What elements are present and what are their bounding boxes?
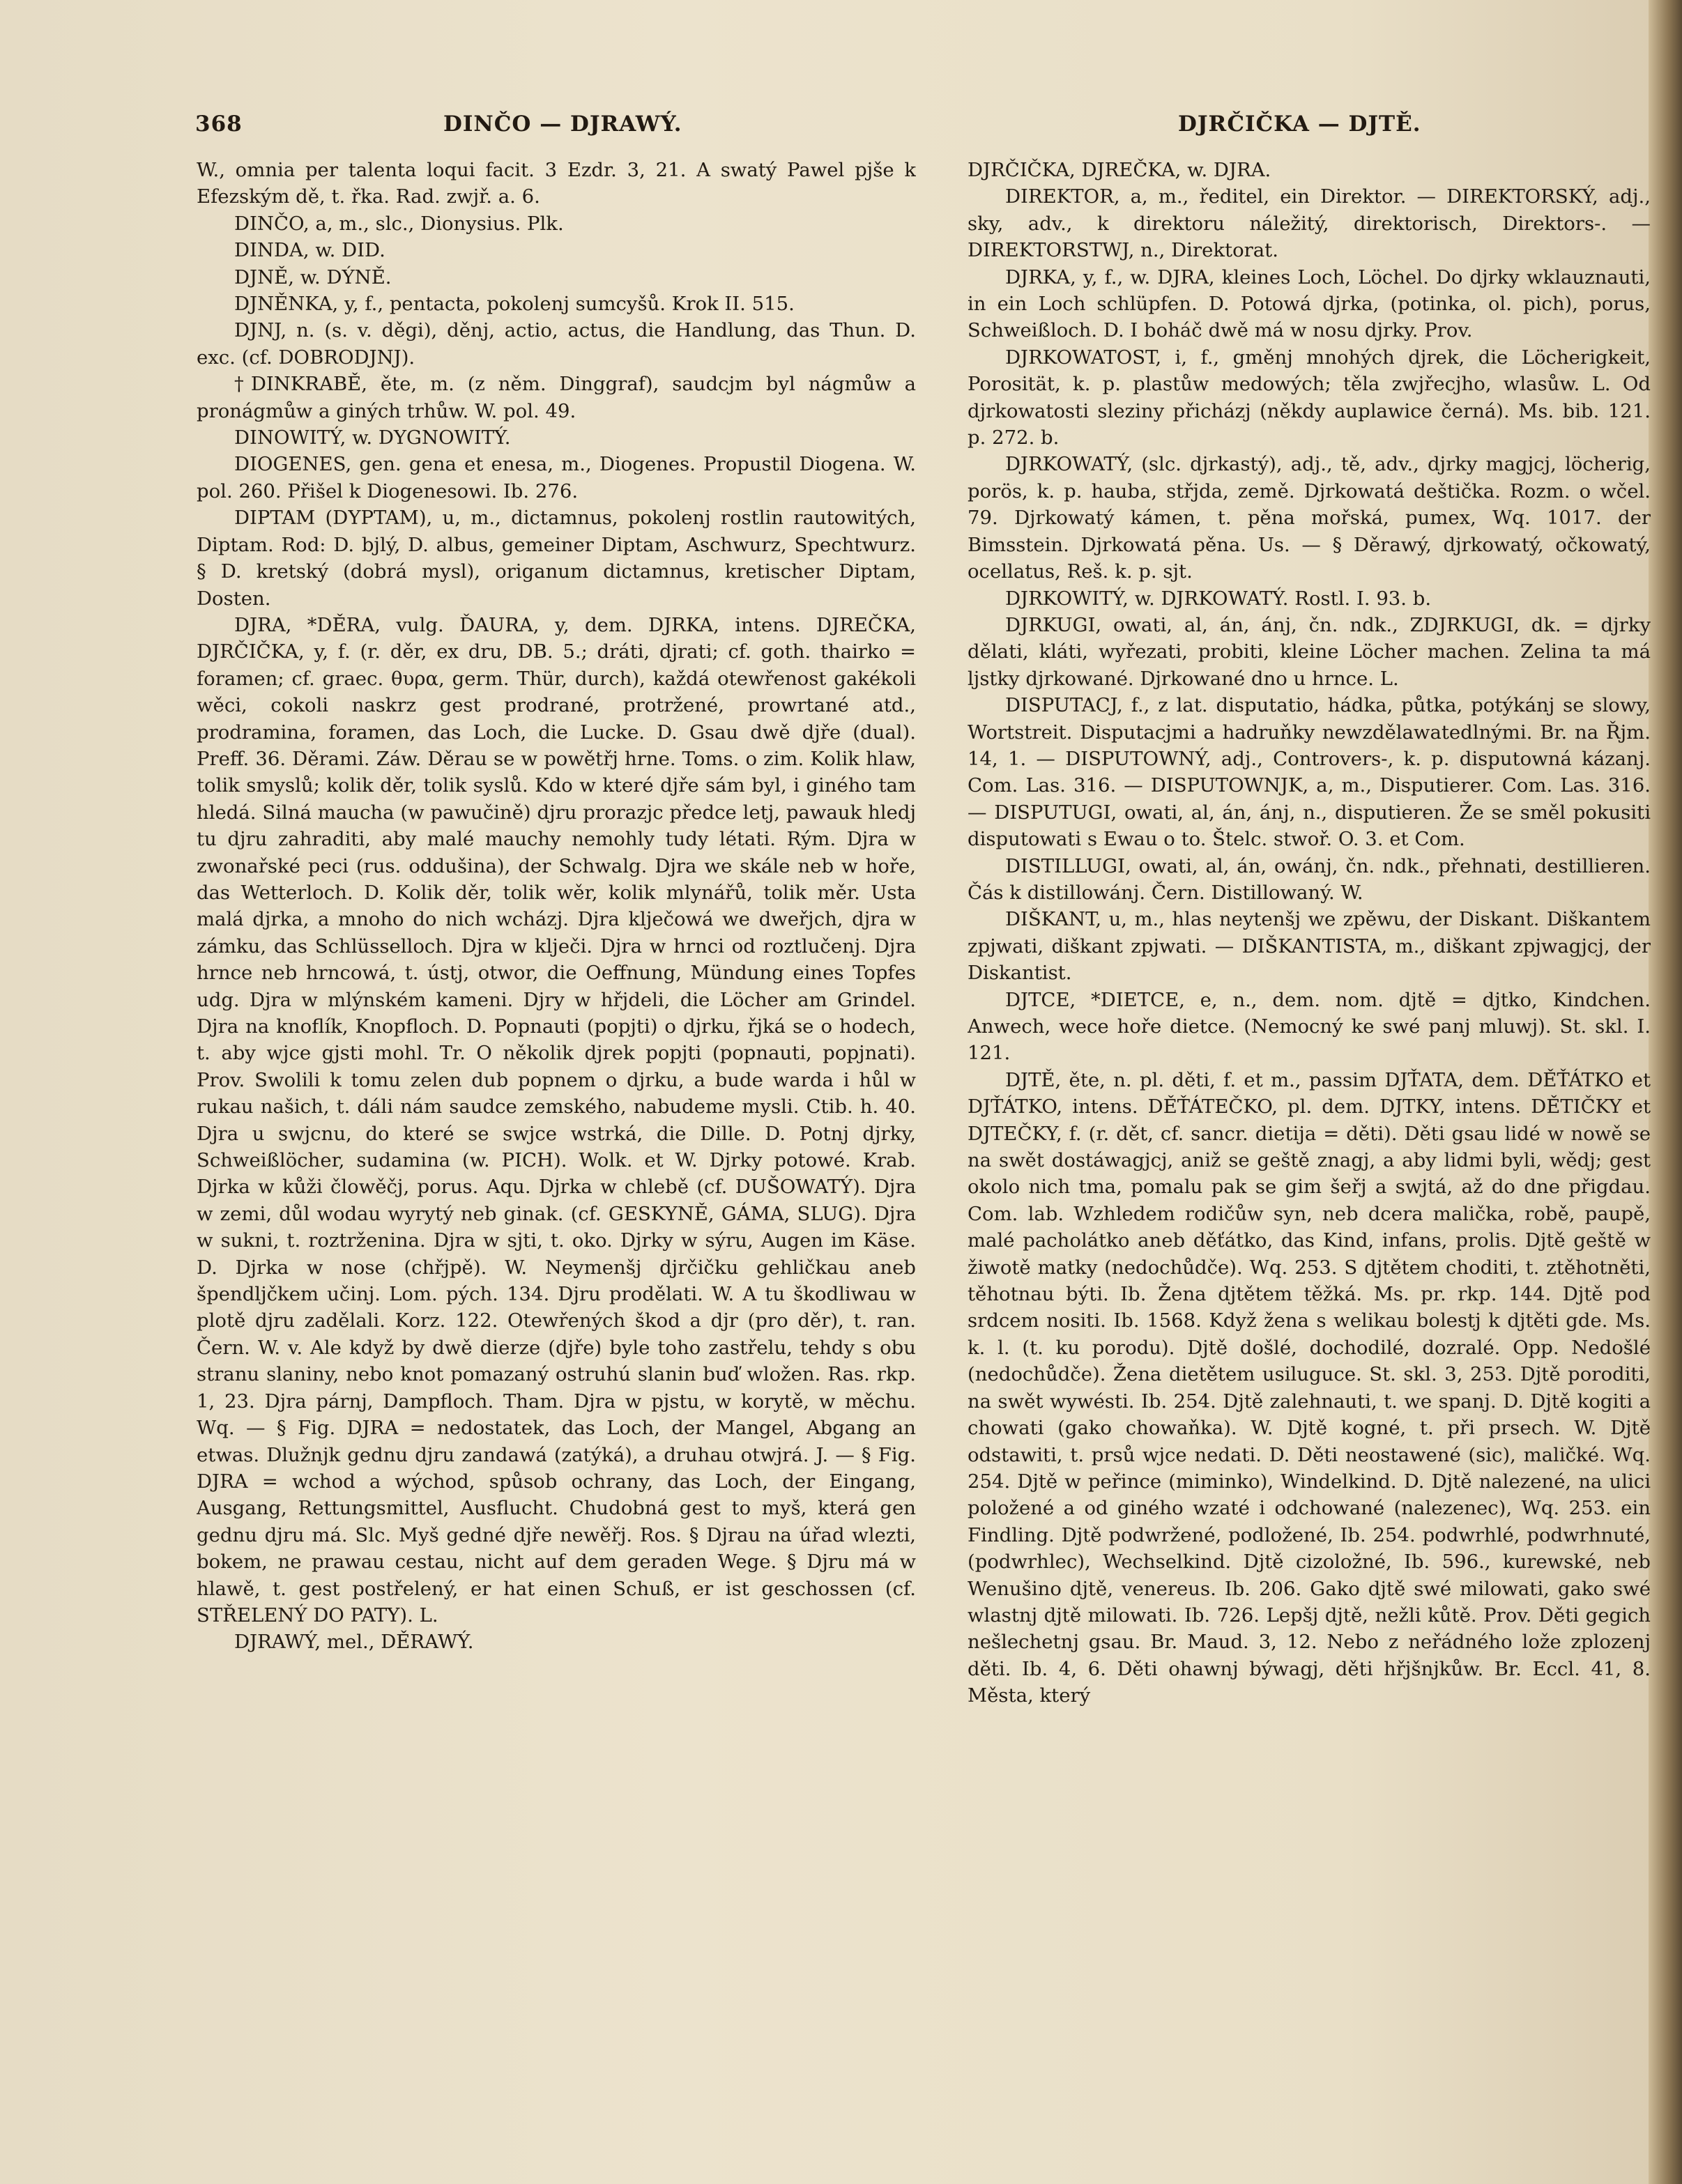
entry-paragraph: DJRKOWATOST, i, f., gměnj mnohých djrek, die Löcherigkeit, Porosität, k. p. plastůw medowých; těla zwjřecjho, wlasůw. L. Od djrkowatosti sleziny přicházj (někdy auplawice černá). Ms. bib. 121. p. 272. b.: [968, 346, 1651, 449]
entry-paragraph: DJTĚ, ěte, n. pl. děti, f. et m., passim DJŤATA, dem. DĚŤÁTKO et DJŤÁTKO, intens. DĚŤÁTEČKO, pl. dem. DJTKY, intens. DĚTIČKY et DJTEČKY, f. (r. dět, cf. sancr. dietija = děti). Děti gsau lidé w nowě se na swět dostáwagjcj, aniž se geště znagj, a aby lidmi byli, wědj; gest okolo nich tma, pomalu pak se gim šeřj a swjtá, až do dne přigdau. Com. lab. Wzhledem rodičůw syn, neb dcera malička, robě, paupě, malé pacholátko aneb děťátko, das Kind, infans, prolis. Djtě geště w žiwotě matky (nedochůdče). Wq. 253. S djtětem choditi, t. ztěhotněti, těhotnau býti. Ib. Žena djtětem těžká. Ms. pr. rkp. 144. Djtě pod srdcem nositi. Ib. 1568. Když žena s welikau bolestj k djtěti gde. Ms. k. l. (t. ku porodu). Djtě došlé, dochodilé, dozralé. Opp. Nedošlé (nedochůdče). Žena dietětem usiluguce. St. skl. 3, 253. Djtě poroditi, na swět wywésti. Ib. 254. Djtě zalehnauti, t. we spanj. D. Djtě kogiti a chowati (gako chowaňka). W. Djtě kogné, t. při prsech. W. Djtě odstawiti, t. prsů wjce nedati. D. Děti neostawené (sic), maličké. Wq. 254. Djtě w peřince (miminko), Windelkind. D. Djtě nalezené, na ulici položené a od giného wzaté i odchowané (nalezenec), Wq. 253. ein Findling. Djtě podwržené, podložené, Ib. 254. podwrhlé, podwrhnuté, (podwrhlec), Wechselkind. Djtě cizoložné, Ib. 596., kurewské, neb Wenušino djtě, venereus. Ib. 206. Gako djtě swé milowati, gako swé wlastnj djtě milowati. Ib. 726. Lepšj djtě, nežli kůtě. Prov. Děti gegich nešlechetnj gsau. Br. Maud. 3, 12. Nebo z neřádného lože zplozenj děti. Ib. 4, 6. Děti ohawnj býwagj, děti hřjšnjkůw. Br. Eccl. 41, 8. Města, který: [968, 1068, 1651, 1707]
entry-paragraph: DISPUTACJ, f., z lat. disputatio, hádka, půtka, potýkánj se slowy, Wortstreit. Disputacjmi a hadruňky newzdělawatedlnými. Br. na Řjm. 14, 1. — DISPUTOWNÝ, adj., Controvers-, k. p. disputowná kázanj. Com. Las. 316. — DISPUTOWNJK, a, m., Disputierer. Com. Las. 316. — DISPUTUGI, owati, al, án, ánj, n., disputieren. Že se směl pokusiti disputowati s Ewau o to. Štelc. stwoř. O. 3. et Com.: [968, 694, 1651, 851]
page-edge-shadow: [1649, 0, 1682, 2184]
entry-paragraph: DIREKTOR, a, m., ředitel, ein Direktor. — DIREKTORSKÝ, adj., sky, adv., k direktoru náležitý, direktorisch, Direktors-. — DIREKTORSTWJ, n., Direktorat.: [968, 185, 1651, 262]
entry-paragraph: DJRAWÝ, mel., DĚRAWÝ.: [234, 1631, 474, 1654]
page-number: 368: [195, 111, 243, 137]
entry-paragraph: DJRKOWATÝ, (slc. djrkastý), adj., tě, adv., djrky magjcj, löcherig, porös, k. p. hauba, střjda, země. Djrkowatá deštička. Rozm. o wčel. 79. Djrkowatý kámen, t. pěna mořská, pumex, Wq. 1017. der Bimsstein. Djrkowatá pěna. Us. — § Děrawý, djrkowatý, očkowatý, ocellatus, Reš. k. p. sjt.: [968, 453, 1651, 583]
left-running-head: DINČO — DJRAWÝ.: [443, 111, 682, 137]
right-running-head: DJRČIČKA — DJTĚ.: [1178, 111, 1421, 137]
entry-paragraph: DINDA, w. DID.: [234, 239, 385, 262]
entry-paragraph: DJNĚ, w. DÝNĚ.: [234, 266, 392, 289]
entry-paragraph: DINOWITÝ, w. DYGNOWITÝ.: [234, 426, 511, 449]
entry-paragraph: †DINKRABĚ, ěte, m. (z něm. Dinggraf), saudcjm byl nágmůw a pronágmůw a giných trhůw. W. pol. 49.: [197, 373, 916, 422]
entry-paragraph: DJRKOWITÝ, w. DJRKOWATÝ. Rostl. I. 93. b.: [1005, 587, 1432, 610]
entry-paragraph: DJRKA, y, f., w. DJRA, kleines Loch, Löchel. Do djrky wklauznauti, in ein Loch schlüpfen. D. Potowá djrka, (potinka, ol. pich), porus, Schweißloch. D. I boháč dwě má w nosu djrky. Prov.: [968, 266, 1651, 342]
left-column: [197, 157, 916, 2150]
entry-paragraph: DIŠKANT, u, m., hlas neytenšj we zpěwu, der Diskant. Diškantem zpjwati, diškant zpjwati. — DIŠKANTISTA, m., diškant zpjwagjcj, der Diskantist.: [968, 908, 1651, 985]
entry-paragraph: DINČO, a, m., slc., Dionysius. Plk.: [234, 212, 564, 235]
entry-paragraph: DJNĚNKA, y, f., pentacta, pokolenj sumcyšů. Krok II. 515.: [234, 293, 795, 316]
entry-paragraph: DIOGENES, gen. gena et enesa, m., Diogenes. Propustil Diogena. W. pol. 260. Přišel k Diogenesowi. Ib. 276.: [197, 453, 916, 502]
entry-paragraph: DJNJ, n. (s. v. děgi), děnj, actio, actus, die Handlung, das Thun. D. exc. (cf. DOBRODJNJ).: [197, 319, 916, 369]
entry-paragraph: W., omnia per talenta loqui facit. 3 Ezdr. 3, 21. A swatý Pawel pjše k Efezským dě, t. řka. Rad. zwjř. a. 6.: [197, 159, 916, 208]
entry-paragraph: DJRKUGI, owati, al, án, ánj, čn. ndk., ZDJRKUGI, dk. = djrky dělati, kláti, wyřezati, probiti, kleine Löcher machen. Zelina ta má ljstky djrkowané. Djrkowané dno u hrnce. L.: [968, 613, 1651, 690]
entry-paragraph: DJTCE, *DIETCE, e, n., dem. nom. djtě = djtko, Kindchen. Anwech, wece hoře dietce. (Nemocný ke swé panj mluwj). St. skl. I. 121.: [968, 988, 1651, 1065]
entry-paragraph: DIPTAM (DYPTAM), u, m., dictamnus, pokolenj rostlin rautowitých, Diptam. Rod: D. bjlý, D. albus, gemeiner Diptam, Aschwurz, Spechtwurz. § D. kretský (dobrá mysl), origanum dictamnus, kretischer Diptam, Dosten.: [197, 507, 916, 610]
entry-paragraph: DISTILLUGI, owati, al, án, owánj, čn. ndk., přehnati, destillieren. Čás k distillowánj. Čern. Distillowaný. W.: [968, 854, 1651, 904]
right-column: [968, 157, 1651, 2150]
entry-paragraph: DJRA, *DĚRA, vulg. ĎAURA, y, dem. DJRKA, intens. DJREČKA, DJRČIČKA, y, f. (r. děr, ex dru, DB. 5.; dráti, djrati; cf. goth. thairko = foramen; cf. graec. θυρα, germ. Thür, durch), každá otewřenost gakékoli wěci, cokoli naskrz gest prodrané, protržené, prowrtané atd., prodramina, foramen, das Loch, die Lucke. D. Gsau dwě djře (dual). Preff. 36. Děrami. Záw. Děrau se w powětřj hrne. Toms. o zim. Kolik hlaw, tolik smyslů; kolik děr, tolik syslů. Kdo w které djře sám byl, i giného tam hledá. Silná maucha (w pawučině) djru prorazjc předce letj, pawauk hledj tu djru zahraditi, aby malé mauchy nemohly tudy létati. Rým. Djra w zwonařské peci (rus. oddušina), der Schwalg. Djra we skále neb w hoře, das Wetterloch. D. Kolik děr, tolik wěr, kolik mlynářů, tolik měr. Usta malá djrka, a mnoho do nich wcházj. Djra klječowá we dweřjch, djra w zámku, das Schlüsselloch. Djra w klječi. Djra w hrnci od roztlučenj. Djra hrnce neb hrncowá, t. ústj, otwor, die Oeffnung, Mündung eines Topfes udg. Djra w mlýnském kameni. Djry w hřjdeli, die Löcher am Grindel. Djra na knoflík, Knopfloch. D. Popnauti (popjti) o djrku, řjká se o hodech, t. aby wjce gjsti mohl. Tr. O několik djrek popjti (popnauti, popjnati). Prov. Swolili k tomu zelen dub popnem o djrku, a bude warda i hůl w rukau našich, t. dáli nám saudce zemského, nabudeme mysli. Ctib. h. 40. Djra u swjcnu, do které se swjce wstrká, die Dille. D. Potnj djrky, Schweißlöcher, sudamina (w. PICH). Wolk. et W. Djrky potowé. Krab. Djrka w kůži člowěčj, porus. Aqu. Djrka w chlebě (cf. DUŠOWATÝ). Djra w zemi, důl wodau wyrytý neb ginak. (cf. GESKYNĚ, GÁMA, SLUG). Djra w sukni, t. roztrženina. Djra w sjti, t. oko. Djrky w sýru, Augen im Käse. D. Djrka w nose (chřjpě). W. Neymenšj djrčičku gehličkau aneb špendljčkem učinj. Lom. pých. 134. Djru prodělati. W. A tu škodliwau w plotě djru zadělali. Korz. 122. Otewřených škod a djr (pro děr), t. ran. Čern. W. v. Ale když by dwě dierze (djře) byle toho zastřelu, tehdy s obu stranu slaniny, nebo knot pomazaný ostruhú slanin buď wložen. Ras. rkp. 1, 23. Djra párnj, Dampfloch. Tham. Djra w pjstu, w korytě, w měchu. Wq. — § Fig. DJRA = nedostatek, das Loch, der Mangel, Abgang an etwas. Dlužnjk gednu djru zandawá (zatýká), a druhau otwjrá. J. — § Fig. DJRA = wchod a wýchod, spůsob ochrany, das Loch, der Eingang, Ausgang, Rettungsmittel, Ausflucht. Chudobná gest to myš, která gen gednu djru má. Slc. Myš gedné djře newěřj. Ros. § Djrau na úřad wlezti, bokem, ne prawau cestau, nicht auf dem geraden Wege. § Djru má w hlawě, t. gest postřelený, er hat einen Schuß, er ist geschossen (cf. STŘELENÝ DO PATY). L.: [197, 613, 916, 1627]
entry-paragraph: DJRČIČKA, DJREČKA, w. DJRA.: [968, 159, 1271, 181]
